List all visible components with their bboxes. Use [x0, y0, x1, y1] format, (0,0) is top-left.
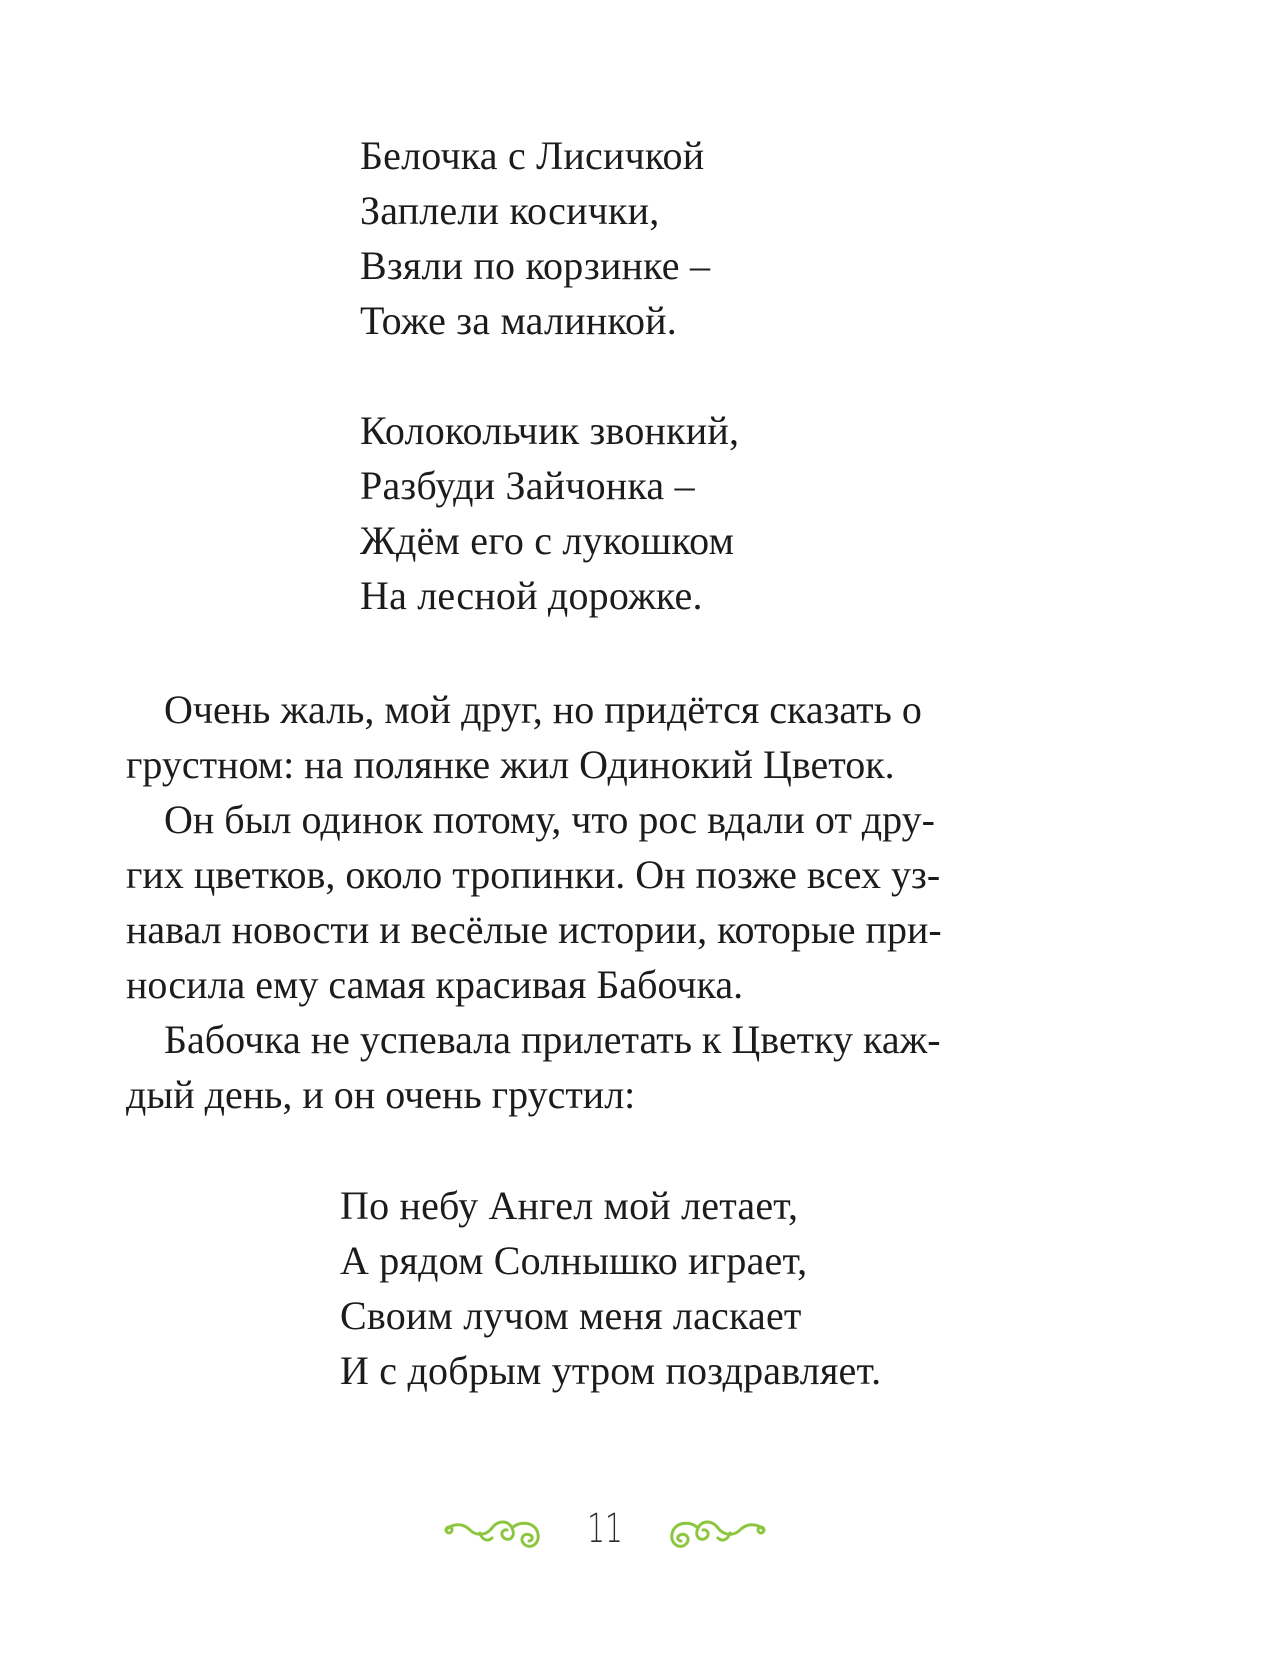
poem-line: А рядом Солнышко играет,	[340, 1238, 808, 1283]
poem-stanza-2	[360, 403, 739, 623]
prose-line: грустном: на полянке жил Одинокий Цветок.	[126, 742, 895, 787]
prose-line: носила ему самая красивая Бабочка.	[126, 962, 744, 1007]
poem-line: Взяли по корзинке –	[360, 243, 711, 288]
prose-line: навал новости и весёлые истории, которые при-	[126, 907, 942, 952]
poem-line: Ждём его с лукошком	[360, 518, 735, 563]
poem-stanza-1	[360, 128, 710, 348]
poem-line: Разбуди Зайчонка –	[360, 463, 695, 508]
poem-line: По небу Ангел мой летает,	[340, 1183, 799, 1228]
page-footer	[0, 1508, 1270, 1568]
prose-line: Очень жаль, мой друг, но придётся сказать о	[164, 687, 922, 732]
poem-line: Колокольчик звонкий,	[360, 408, 740, 453]
prose-line: Он был одинок потому, что рос вдали от дру-	[164, 797, 935, 842]
poem-line: Белочка с Лисичкой	[360, 133, 705, 178]
prose-line: гих цветков, около тропинки. Он позже всех уз-	[126, 852, 941, 897]
page-number: 11	[587, 1506, 623, 1552]
poem-stanza-3	[340, 1178, 881, 1398]
swirl-ornament-icon	[660, 1508, 770, 1558]
poem-line: Заплели косички,	[360, 188, 660, 233]
swirl-ornament-icon	[440, 1508, 550, 1558]
poem-line: На лесной дорожке.	[360, 573, 703, 618]
poem-line: Своим лучом меня ласкает	[340, 1293, 802, 1338]
prose-line: Бабочка не успевала прилетать к Цветку каж-	[164, 1017, 941, 1062]
prose-text	[126, 682, 1076, 1122]
poem-line: И с добрым утром поздравляет.	[340, 1348, 882, 1393]
poem-line: Тоже за малинкой.	[360, 298, 677, 343]
prose-line: дый день, и он очень грустил:	[126, 1072, 636, 1117]
